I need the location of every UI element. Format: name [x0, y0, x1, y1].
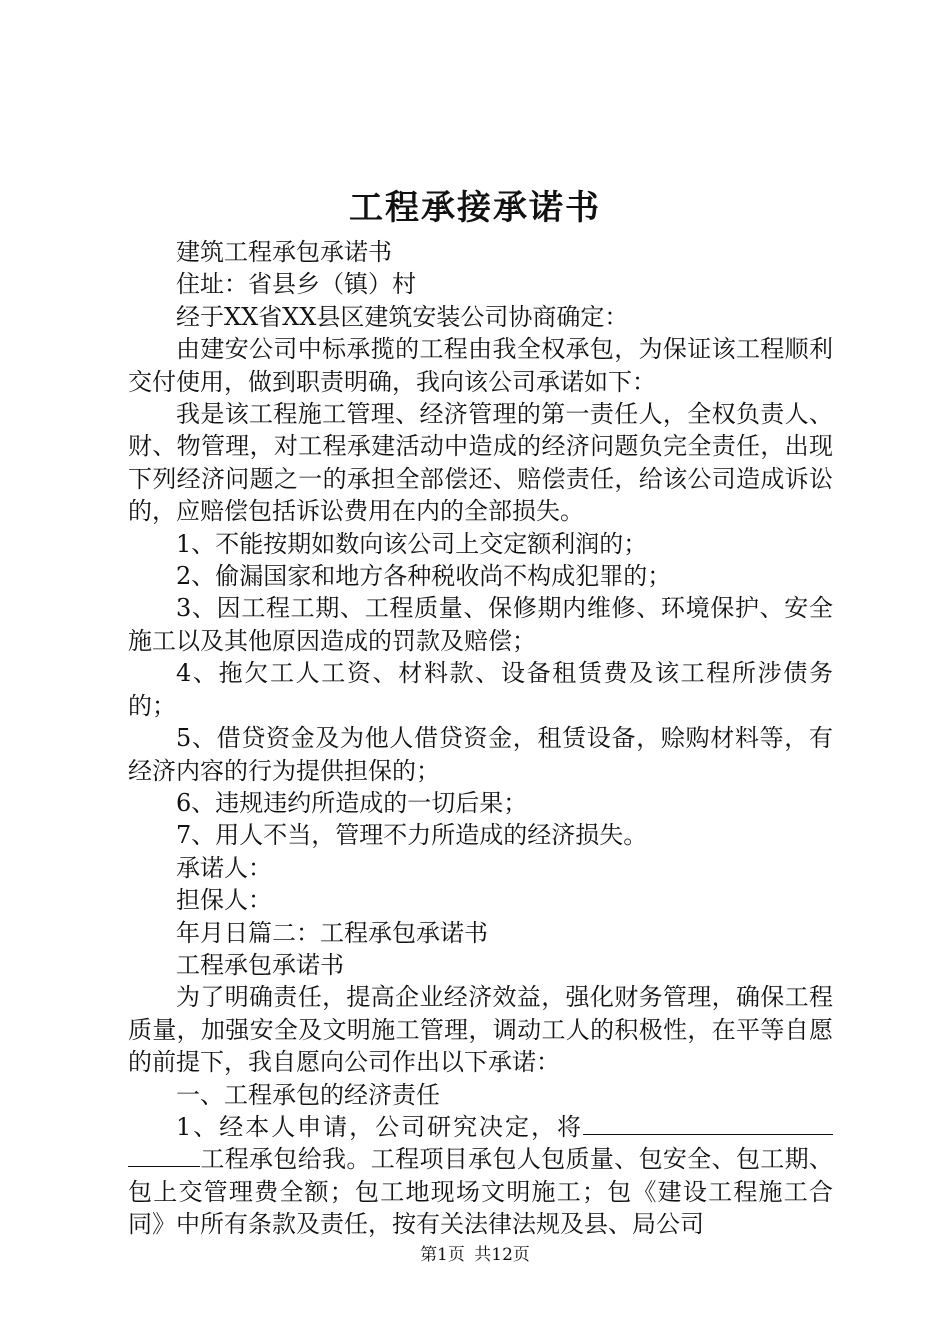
list-item: 2、偷漏国家和地方各种税收尚不构成犯罪的；: [176, 562, 672, 591]
list-item: 4、拖欠工人工资、材料款、设备租赁费及该工程所涉债务的；: [128, 659, 833, 720]
fill-in-blank: [583, 1112, 833, 1135]
section-heading: 一、工程承包的经济责任: [176, 1080, 440, 1109]
fill-in-blank: [128, 1144, 200, 1167]
paragraph: 由建安公司中标承揽的工程由我全权承包，为保证该工程顺利交付使用，做到职责明确，我向该公司承诺如下：: [128, 335, 833, 396]
document-title: 工程承接承诺书: [349, 188, 601, 228]
paragraph-text: 工程承包给我。工程项目承包人包质量、包安全、包工期、包上交管理费全额；包工地现场文明施工；包《建设工程施工合同》中所有条款及责任，按有关法律法规及县、局公司: [128, 1145, 833, 1239]
paragraph: [128, 1111, 833, 1241]
page-number: 第1页: [420, 1245, 465, 1265]
list-item: 7、用人不当，管理不力所造成的经济损失。: [176, 821, 648, 850]
paragraph: 经于XX省XX县区建筑安装公司协商确定：: [176, 302, 629, 331]
page-footer: [0, 1244, 950, 1266]
list-item: 5、借贷资金及为他人借贷资金，租赁设备，赊购材料等，有经济内容的行为提供担保的；: [128, 724, 833, 785]
list-item: 6、违规违约所造成的一切后果；: [176, 788, 528, 817]
paragraph: 建筑工程承包承诺书: [176, 238, 392, 266]
list-item: 3、因工程工期、工程质量、保修期内维修、环境保护、安全施工以及其他原因造成的罚款及赔偿；: [128, 594, 833, 655]
signature-line: 承诺人：: [176, 853, 272, 882]
paragraph: 我是该工程施工管理、经济管理的第一责任人，全权负责人、财、物管理，对工程承建活动中造成的经济问题负完全责任，出现下列经济问题之一的承担全部偿还、赔偿责任，给该公司造成诉讼的，应赔偿包括诉讼费用在内的全部损失。: [128, 400, 833, 526]
paragraph-text: 1、经本人申请，公司研究决定，将: [176, 1112, 583, 1141]
paragraph: 为了明确责任，提高企业经济效益，强化财务管理，确保工程质量，加强安全及文明施工管理，调动工人的积极性，在平等自愿的前提下，我自愿向公司作出以下承诺：: [128, 983, 833, 1077]
section-heading: 工程承包承诺书: [176, 950, 344, 979]
document-body: [128, 236, 833, 1241]
paragraph: 年月日篇二：工程承包承诺书: [176, 918, 488, 947]
page-total: 共12页: [474, 1245, 530, 1265]
signature-line: 担保人：: [176, 886, 272, 915]
paragraph: 住址：省县乡（镇）村: [176, 270, 416, 299]
list-item: 1、不能按期如数向该公司上交定额利润的；: [176, 529, 648, 558]
